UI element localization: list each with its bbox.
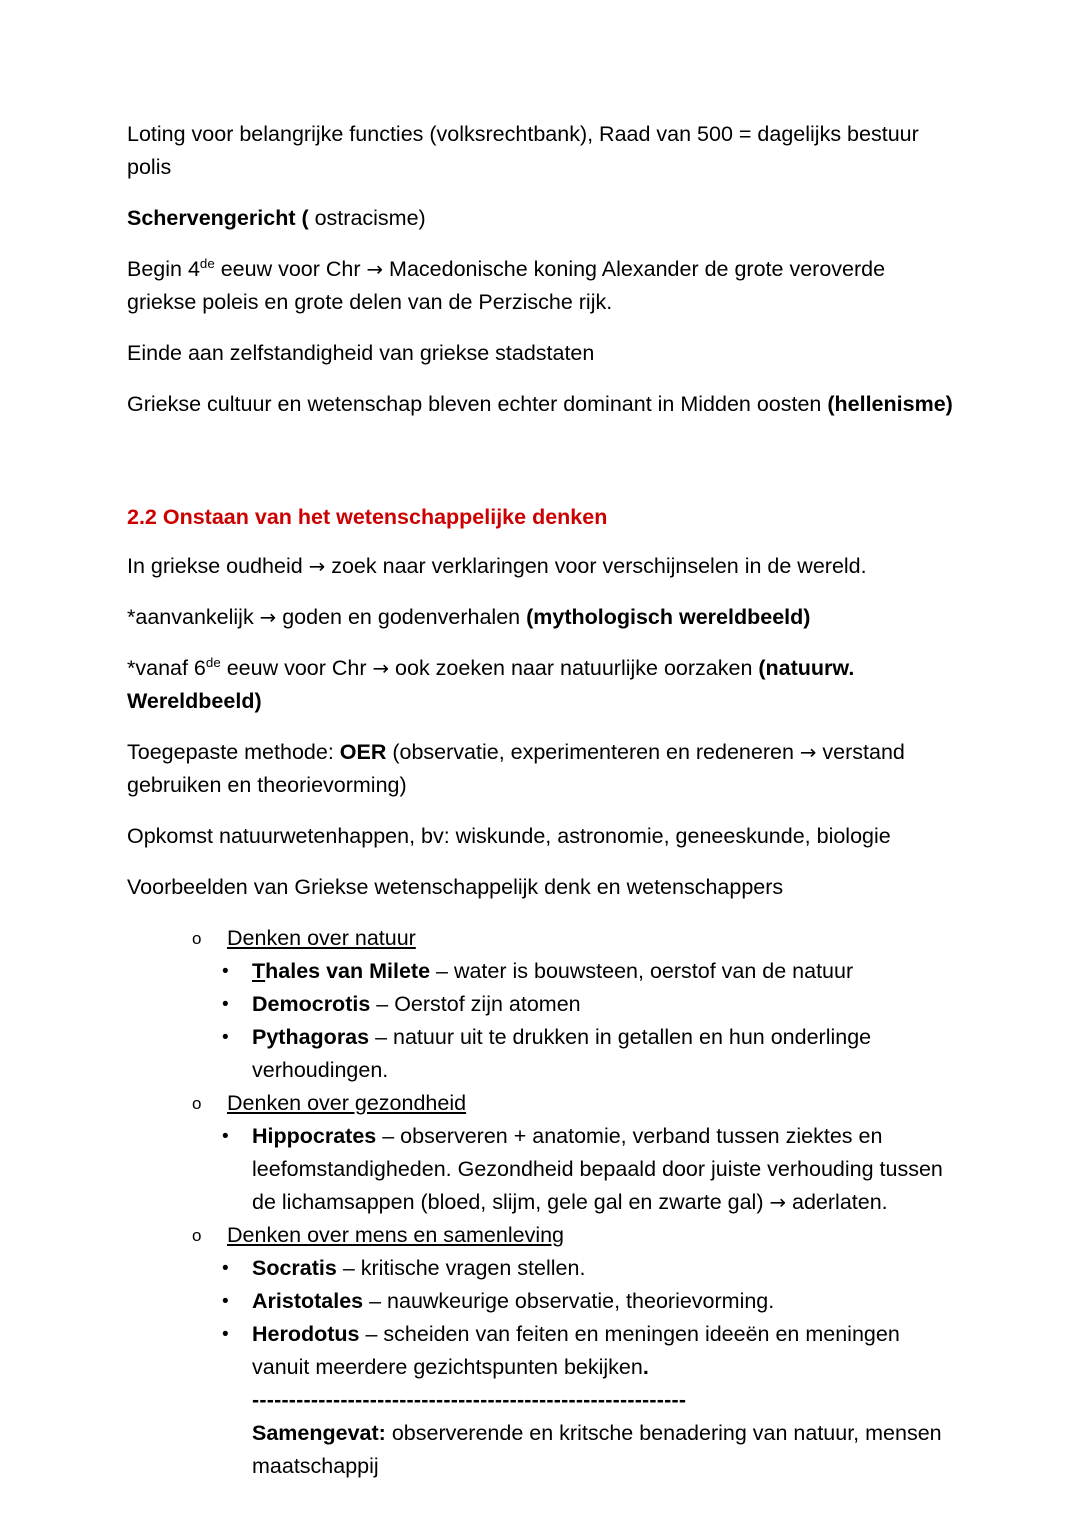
aristotales-name-bold: Aristotales bbox=[252, 1289, 364, 1313]
group-label: Denken over mens en samenleving bbox=[227, 1223, 565, 1247]
begin-prefix: Begin 4 bbox=[127, 257, 200, 281]
samengevat-text: observerende en kritsche benadering van natuur, mensen maatschappij bbox=[252, 1421, 942, 1478]
pythagoras-description: – natuur uit te drukken in getallen en hun onderlinge verhoudingen. bbox=[252, 1025, 872, 1082]
hippocrates-tail: aderlaten. bbox=[786, 1190, 888, 1214]
hippocrates-description: – observeren + anatomie, verband tussen ziektes en leefomstandigheden. Gezondheid bepaald door juiste verhouding tussen de lichamsappen (bloed, slijm, gele gal en zwarte gal) bbox=[252, 1124, 943, 1214]
aristotales-description: – nauwkeurige observatie, theorievorming. bbox=[363, 1289, 775, 1313]
paragraph-einde-zelfstandigheid: Einde aan zelfstandigheid van griekse stadstaten bbox=[127, 341, 595, 365]
paragraph-opkomst-natuurwetenschappen: Opkomst natuurwetenhappen, bv: wiskunde, astronomie, geneeskunde, biologie bbox=[127, 824, 891, 848]
sublist-mens bbox=[127, 1252, 953, 1384]
dot-bullet-icon: • bbox=[222, 961, 229, 982]
begin-tail: Macedonische koning Alexander de grote veroverde griekse poleis en grote delen van de Perzische rijk. bbox=[127, 257, 886, 314]
list-item-denken-over-natuur bbox=[127, 922, 953, 955]
paragraph-griekse-cultuur bbox=[127, 388, 953, 421]
oer-prefix: Toegepaste methode: bbox=[127, 740, 340, 764]
document-body bbox=[127, 118, 953, 1483]
dot-bullet-icon: • bbox=[222, 1126, 229, 1147]
right-arrow-icon: → bbox=[372, 657, 390, 680]
socratis-description: – kritische vragen stellen. bbox=[336, 1256, 586, 1280]
hippocrates-name-bold: Hippocrates bbox=[252, 1124, 377, 1148]
right-arrow-icon: → bbox=[259, 606, 277, 629]
paragraph-loting: Loting voor belangrijke functies (volksrechtbank), Raad van 500 = dagelijks bestuur polis bbox=[127, 122, 919, 179]
pythagoras-name-bold: Pythagoras bbox=[252, 1025, 370, 1049]
ordinal-suffix-de: de bbox=[199, 255, 215, 271]
dot-bullet-icon: • bbox=[222, 1291, 229, 1312]
paragraph-voorbeelden: Voorbeelden van Griekse wetenschappelijk denk en wetenschappers bbox=[127, 875, 784, 899]
dot-bullet-icon: • bbox=[222, 994, 229, 1015]
thales-description: – water is bouwsteen, oerstof van de natuur bbox=[430, 959, 854, 983]
group-label: Denken over natuur bbox=[227, 926, 416, 950]
herodotus-description: – scheiden van feiten en meningen ideeën en meningen vanuit meerdere gezichtspunten bekijken bbox=[252, 1322, 900, 1379]
ordinal-suffix-de: de bbox=[205, 654, 221, 670]
right-arrow-icon: → bbox=[366, 258, 384, 281]
paragraph-aanvankelijk bbox=[127, 601, 953, 634]
oer-tail: verstand gebruiken en theorievorming) bbox=[127, 740, 905, 797]
aanvankelijk-prefix: *aanvankelijk bbox=[127, 605, 260, 629]
paragraph-in-griekse-oudheid bbox=[127, 550, 953, 583]
dot-bullet-icon: • bbox=[222, 1324, 229, 1345]
circle-bullet-icon: o bbox=[192, 1226, 202, 1245]
heading-spacer bbox=[127, 439, 953, 501]
democrotis-name-bold: Democrotis bbox=[252, 992, 371, 1016]
in-griekse-tail: zoek naar verklaringen voor verschijnselen in de wereld. bbox=[325, 554, 867, 578]
socratis-name-bold: Socratis bbox=[252, 1256, 337, 1280]
group-label: Denken over gezondheid bbox=[227, 1091, 467, 1115]
schervengericht-rest: ostracisme) bbox=[308, 206, 426, 230]
circle-bullet-icon: o bbox=[192, 1094, 202, 1113]
list-item-denken-over-mens-en-samenleving bbox=[127, 1219, 953, 1252]
vanaf-tail: ook zoeken naar natuurlijke oorzaken bbox=[389, 656, 759, 680]
section-heading-2-2: 2.2 Onstaan van het wetenschappelijke denken bbox=[127, 505, 608, 529]
aanvankelijk-tail: goden en godenverhalen bbox=[276, 605, 527, 629]
list-item-hippocrates bbox=[127, 1120, 953, 1219]
circle-bullet-icon: o bbox=[192, 929, 202, 948]
oer-mid: (observatie, experimenteren en redeneren bbox=[386, 740, 800, 764]
vanaf-prefix: *vanaf 6 bbox=[127, 656, 206, 680]
dot-bullet-icon: • bbox=[222, 1258, 229, 1279]
vanaf-after-sup: eeuw voor Chr bbox=[220, 656, 373, 680]
sublist-gezondheid bbox=[127, 1120, 953, 1219]
right-arrow-icon: → bbox=[769, 1191, 787, 1214]
mythologisch-wereldbeeld-bold: (mythologisch wereldbeeld) bbox=[526, 605, 811, 629]
outline-list bbox=[127, 922, 953, 1384]
summary-paragraph bbox=[127, 1417, 953, 1483]
paragraph-vanaf-6de-eeuw bbox=[127, 652, 953, 718]
herodotus-final-period: . bbox=[642, 1355, 649, 1379]
list-item-denken-over-gezondheid bbox=[127, 1087, 953, 1120]
dot-bullet-icon: • bbox=[222, 1027, 229, 1048]
right-arrow-icon: → bbox=[799, 741, 817, 764]
sublist-natuur bbox=[127, 955, 953, 1087]
thales-first-letter: T bbox=[252, 959, 266, 983]
thales-name-bold: hales van Milete bbox=[265, 959, 431, 983]
begin-after-sup: eeuw voor Chr bbox=[214, 257, 367, 281]
natuurw-wereldbeeld-bold: (natuurw. Wereldbeeld) bbox=[127, 656, 855, 713]
paragraph-schervengericht bbox=[127, 202, 953, 235]
list-item-thales bbox=[127, 955, 953, 988]
hellenisme-bold: (hellenisme) bbox=[827, 392, 953, 416]
list-item-herodotus bbox=[127, 1318, 953, 1384]
griekse-cultuur-text: Griekse cultuur en wetenschap bleven echter dominant in Midden oosten bbox=[127, 392, 828, 416]
list-item-pythagoras bbox=[127, 1021, 953, 1087]
herodotus-name-bold: Herodotus bbox=[252, 1322, 360, 1346]
democrotis-description: – Oerstof zijn atomen bbox=[370, 992, 581, 1016]
paragraph-toegepaste-methode-oer bbox=[127, 736, 953, 802]
samengevat-label: Samengevat: bbox=[252, 1421, 386, 1445]
list-item-aristotales bbox=[127, 1285, 953, 1318]
dashed-separator: ----------------------------------------------------------- bbox=[252, 1388, 687, 1412]
in-griekse-prefix: In griekse oudheid bbox=[127, 554, 309, 578]
paragraph-begin-4de-eeuw bbox=[127, 253, 953, 319]
right-arrow-icon: → bbox=[308, 555, 326, 578]
oer-abbreviation-bold: OER bbox=[339, 740, 387, 764]
schervengericht-bold-lead: Schervengericht ( bbox=[127, 206, 309, 230]
list-item-socratis bbox=[127, 1252, 953, 1285]
list-item-democrotis bbox=[127, 988, 953, 1021]
